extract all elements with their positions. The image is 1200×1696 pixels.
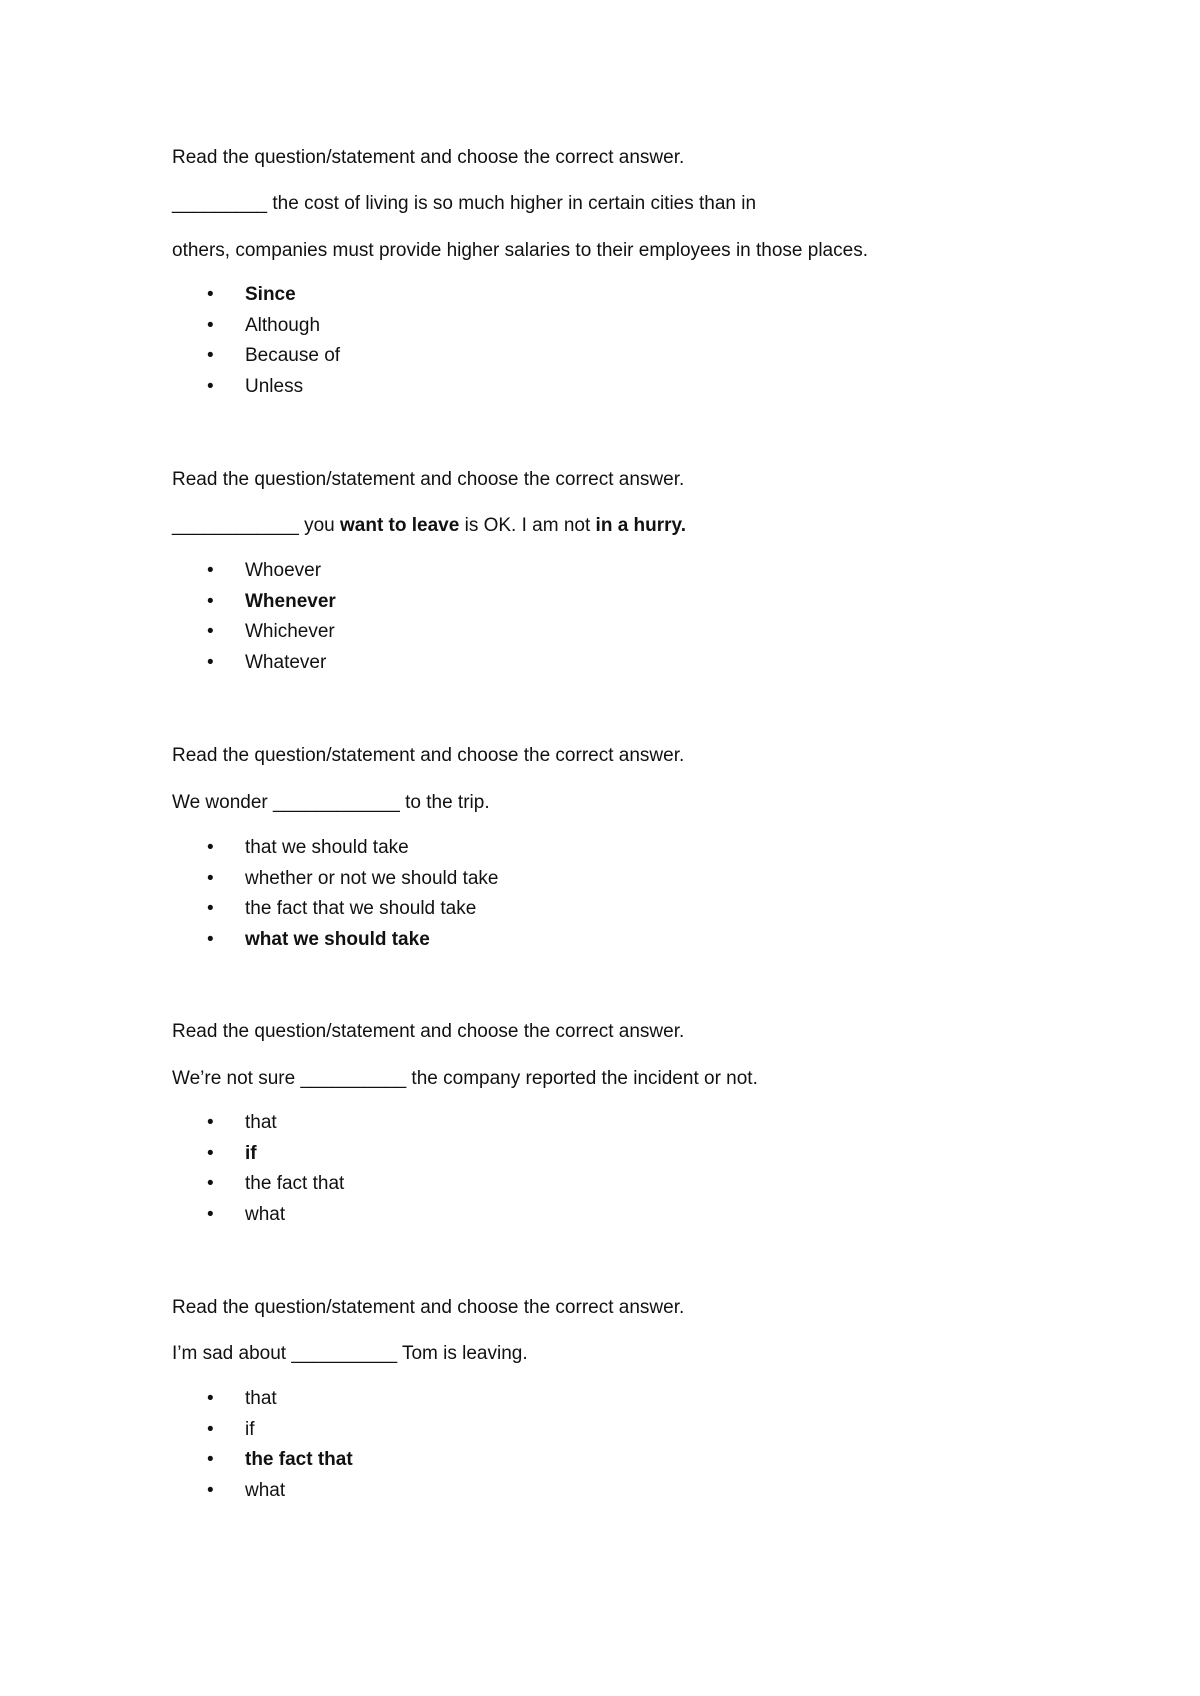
option-label: if <box>245 1142 257 1164</box>
answer-options <box>172 1108 1072 1230</box>
option-label: what <box>245 1203 286 1225</box>
stem-segment: We’re not sure __________ the company reported the incident or not. <box>172 1068 758 1089</box>
answer-option[interactable] <box>172 833 1072 864</box>
answer-option[interactable] <box>172 617 1072 648</box>
option-label: Whenever <box>245 590 336 612</box>
question-prompt: Read the question/statement and choose the correct answer. <box>172 1021 685 1042</box>
option-label: what we should take <box>245 928 430 950</box>
answer-option[interactable] <box>172 1108 1072 1139</box>
bullet-icon: • <box>207 837 214 858</box>
option-label: Whatever <box>245 651 327 673</box>
answer-option[interactable] <box>172 648 1072 679</box>
stem-segment: ____________ you <box>172 515 340 536</box>
answer-option[interactable] <box>172 556 1072 587</box>
question-stem-line <box>172 239 1072 263</box>
answer-options <box>172 1384 1072 1506</box>
bullet-icon: • <box>207 284 214 305</box>
answer-option[interactable] <box>172 311 1072 342</box>
bullet-icon: • <box>207 928 214 950</box>
answer-option[interactable] <box>172 1139 1072 1170</box>
question-prompt: Read the question/statement and choose the correct answer. <box>172 745 685 766</box>
bullet-icon: • <box>207 1449 214 1470</box>
bullet-icon: • <box>207 1142 214 1164</box>
answer-options <box>172 833 1072 955</box>
answer-option[interactable] <box>172 1384 1072 1415</box>
bullet-icon: • <box>207 651 214 673</box>
bullet-icon: • <box>207 867 214 889</box>
question-stem-line <box>172 514 1072 538</box>
answer-option[interactable] <box>172 1476 1072 1507</box>
stem-segment: _________ the cost of living is so much higher in certain cities than in <box>172 193 757 214</box>
option-label: what <box>245 1479 286 1501</box>
question-1 <box>172 146 1072 402</box>
question-prompt: Read the question/statement and choose the correct answer. <box>172 147 685 168</box>
bullet-icon: • <box>207 621 214 642</box>
bullet-icon: • <box>207 314 214 336</box>
stem-segment: I’m sad about __________ Tom is leaving. <box>172 1343 528 1364</box>
answer-option[interactable] <box>172 925 1072 956</box>
option-label: that <box>245 1112 277 1133</box>
question-prompt: Read the question/statement and choose the correct answer. <box>172 1297 685 1318</box>
question-4 <box>172 1020 1072 1230</box>
bullet-icon: • <box>207 1173 214 1194</box>
option-label: if <box>245 1418 255 1440</box>
bullet-icon: • <box>207 375 214 397</box>
question-stem-line <box>172 192 1072 216</box>
option-label: Since <box>245 284 296 305</box>
option-label: the fact that we should take <box>245 898 477 919</box>
question-stem-line <box>172 1342 1072 1366</box>
question-prompt: Read the question/statement and choose the correct answer. <box>172 469 685 490</box>
option-label: the fact that <box>245 1173 345 1194</box>
answer-option[interactable] <box>172 341 1072 372</box>
bullet-icon: • <box>207 1203 214 1225</box>
stem-segment: We wonder ____________ to the trip. <box>172 792 490 813</box>
option-label: that <box>245 1388 277 1409</box>
option-label: Unless <box>245 375 304 397</box>
answer-option[interactable] <box>172 1169 1072 1200</box>
bullet-icon: • <box>207 345 214 366</box>
answer-option[interactable] <box>172 587 1072 618</box>
question-stem-line <box>172 1067 1072 1091</box>
bullet-icon: • <box>207 898 214 919</box>
option-label: that we should take <box>245 837 409 858</box>
question-5 <box>172 1296 1072 1506</box>
option-label: Whichever <box>245 621 335 642</box>
answer-option[interactable] <box>172 864 1072 895</box>
answer-options <box>172 280 1072 402</box>
option-label: the fact that <box>245 1449 353 1470</box>
answer-option[interactable] <box>172 1415 1072 1446</box>
bullet-icon: • <box>207 1388 214 1409</box>
question-stem-line <box>172 791 1072 815</box>
bullet-icon: • <box>207 590 214 612</box>
bullet-icon: • <box>207 1418 214 1440</box>
option-label: whether or not we should take <box>245 867 499 889</box>
bullet-icon: • <box>207 1479 214 1501</box>
stem-segment-bold: want to leave <box>340 515 460 536</box>
question-3 <box>172 744 1072 955</box>
answer-option[interactable] <box>172 894 1072 925</box>
answer-options <box>172 556 1072 678</box>
stem-segment-bold: in a hurry. <box>595 515 686 536</box>
answer-option[interactable] <box>172 1445 1072 1476</box>
answer-option[interactable] <box>172 1200 1072 1231</box>
stem-segment: others, companies must provide higher salaries to their employees in those places. <box>172 240 868 261</box>
bullet-icon: • <box>207 560 214 581</box>
answer-option[interactable] <box>172 280 1072 311</box>
option-label: Although <box>245 314 321 336</box>
question-2 <box>172 468 1072 678</box>
answer-option[interactable] <box>172 372 1072 403</box>
option-label: Whoever <box>245 560 322 581</box>
bullet-icon: • <box>207 1112 214 1133</box>
stem-segment: is OK. I am not <box>459 515 596 536</box>
option-label: Because of <box>245 345 341 366</box>
